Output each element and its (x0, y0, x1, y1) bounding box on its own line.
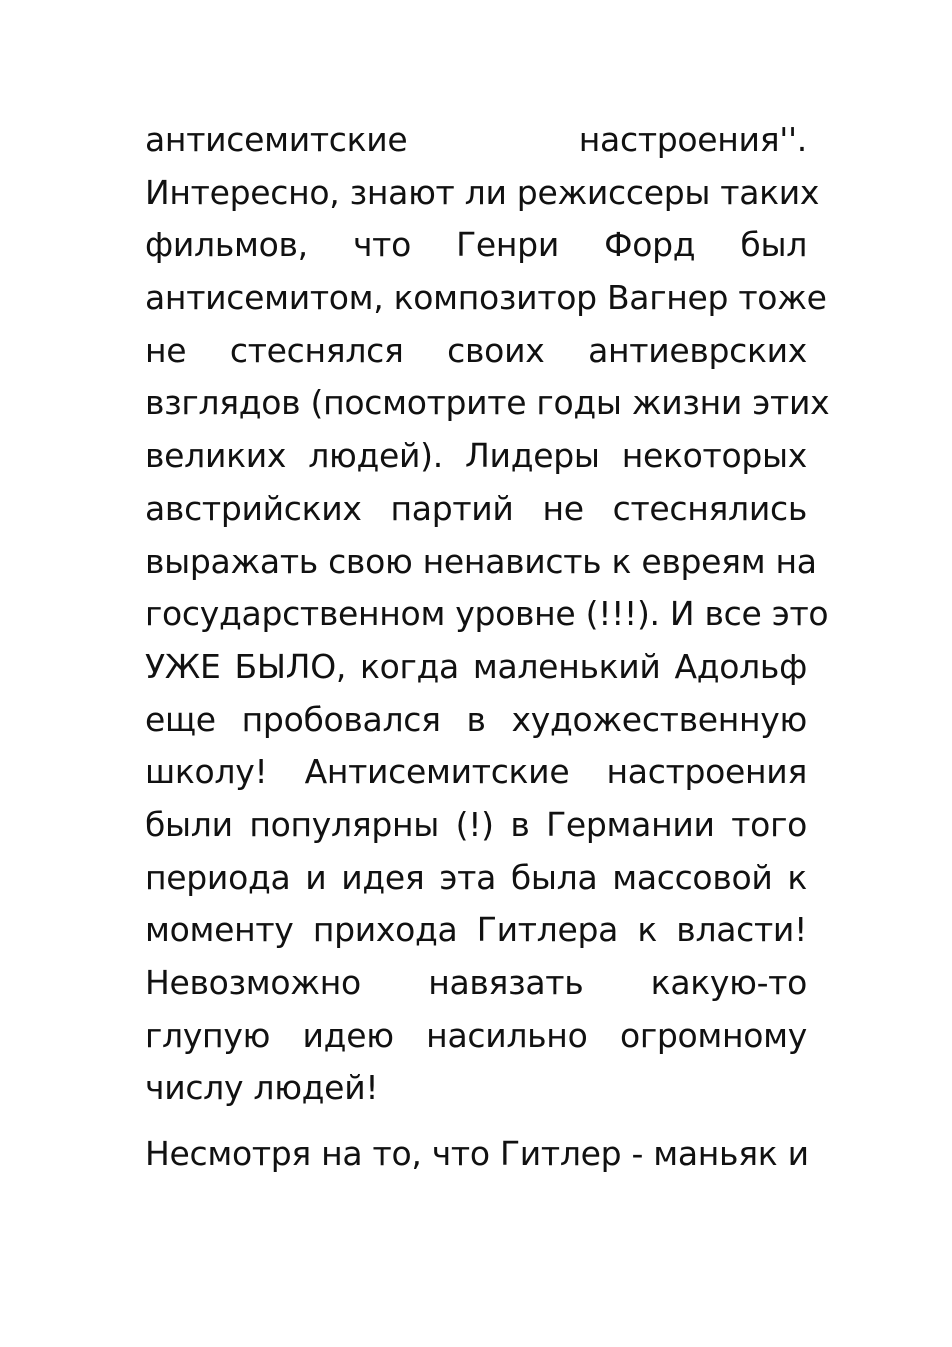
text-line: австрийских партий не стеснялись (145, 488, 807, 528)
text-line: Невозможно навязать какую-то (145, 963, 807, 1002)
text-line: Несмотря на то, что Гитлер - маньяк и (145, 1134, 809, 1173)
text-line: УЖЕ БЫЛО, когда маленький Адольф (145, 646, 807, 686)
text-line: Интересно, знают ли режиссеры таких (145, 172, 820, 212)
text-line: глупую идею насильно огромному (145, 1015, 807, 1055)
paragraph-2 (145, 1128, 807, 1181)
text-line: выражать свою ненависть к евреям на (145, 541, 817, 581)
text-line: не стеснялся своих антиеврских (145, 330, 807, 370)
text-line: школу! Антисемитские настроения (145, 752, 807, 792)
text-line: фильмов, что Генри Форд был (145, 225, 807, 265)
text-line: антисемитом, композитор Вагнер тоже (145, 278, 827, 318)
text-line: периода и идея эта была массовой к (145, 857, 807, 897)
text-line: еще пробовался в художественную (145, 699, 807, 739)
text-line: моменту прихода Гитлера к власти! (145, 910, 807, 950)
text-line: взглядов (посмотрите годы жизни этих (145, 383, 830, 423)
text-line: великих людей). Лидеры некоторых (145, 436, 807, 476)
text-line: государственном уровне (!!!). И все это (145, 594, 829, 634)
text-line: были популярны (!) в Германии того (145, 804, 807, 844)
paragraph-1 (145, 114, 830, 1115)
text-line: антисемитские настроения''. (145, 120, 807, 159)
text-line: числу людей! (145, 1068, 379, 1108)
